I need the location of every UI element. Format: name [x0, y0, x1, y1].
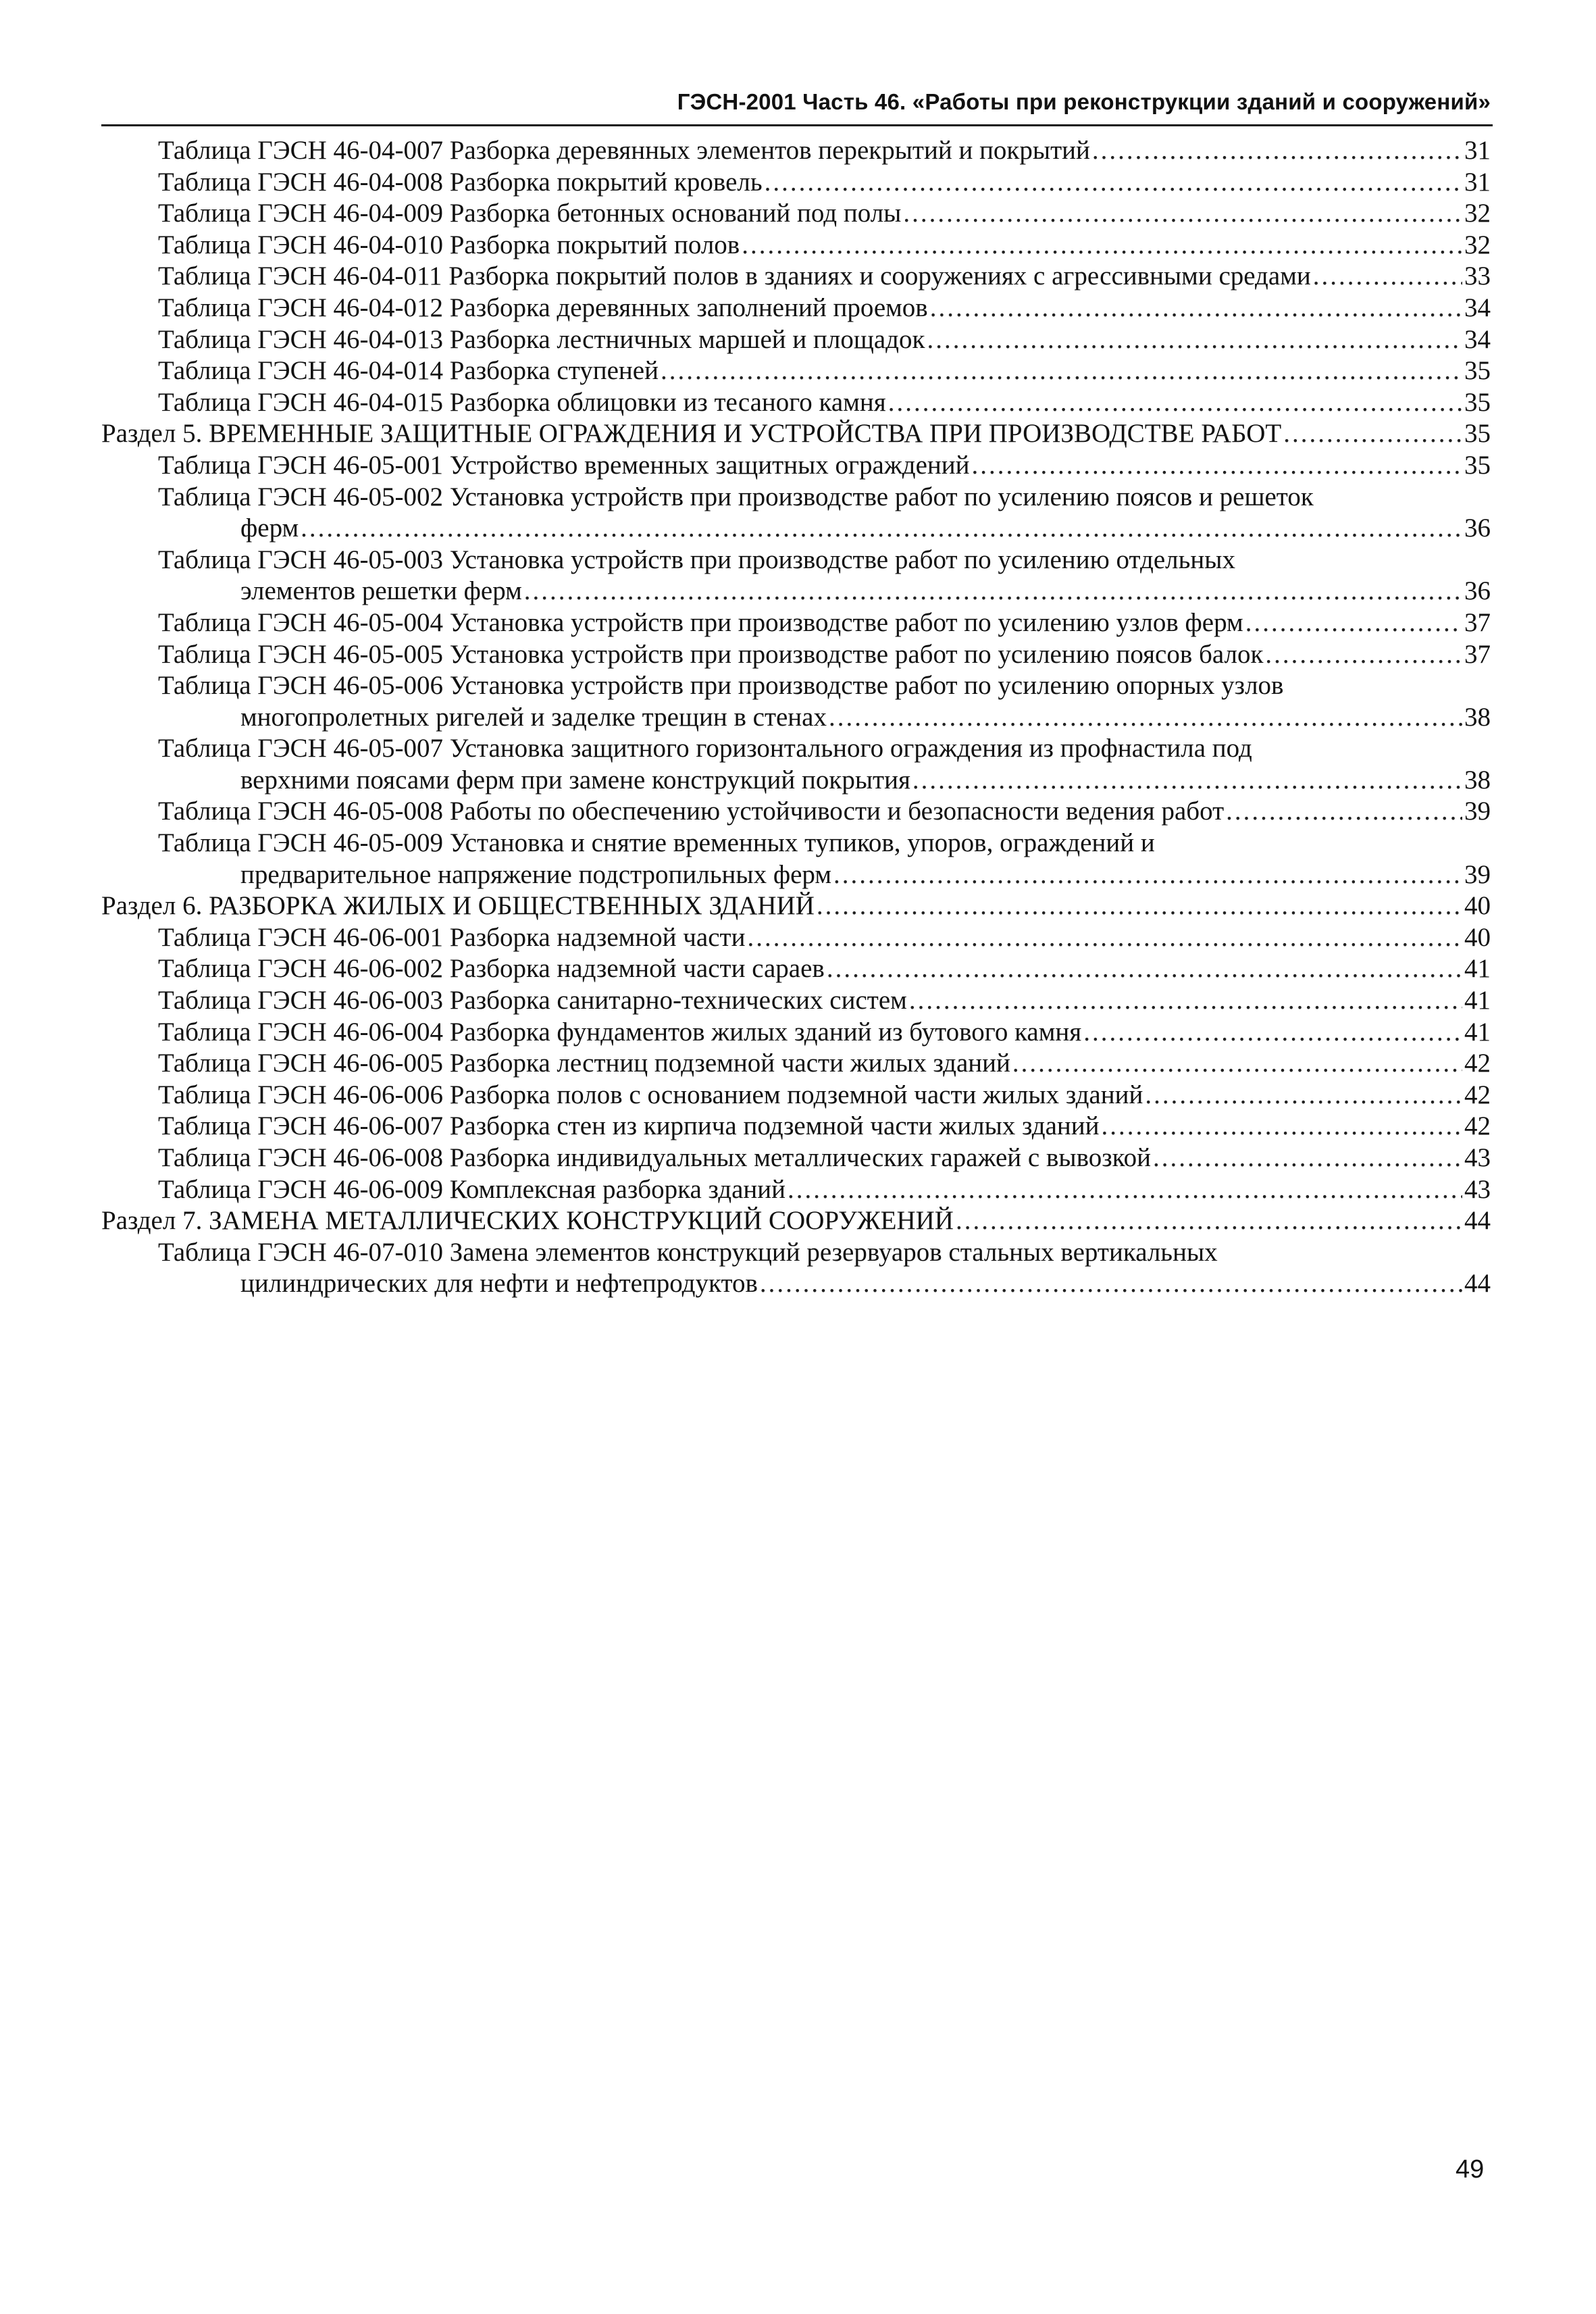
toc-entry [101, 513, 1491, 545]
toc-entry-title: Таблица ГЭСН 46-04-010 Разборка покрытий полов [158, 230, 740, 259]
toc-entry-page: 40 [1464, 891, 1491, 921]
running-header: ГЭСН-2001 Часть 46. «Работы при реконструкции зданий и сооружений» [677, 89, 1491, 114]
toc-entry-page: 31 [1464, 167, 1491, 197]
toc-entry-title: Таблица ГЭСН 46-06-003 Разборка санитарно-технических систем [158, 986, 907, 1015]
toc-entry-page: 34 [1464, 324, 1491, 354]
toc-entry-title: Раздел 6. РАЗБОРКА ЖИЛЫХ И ОБЩЕСТВЕННЫХ ЗДАНИЙ [101, 891, 815, 921]
toc-entry-continuation: элементов решетки ферм [240, 576, 522, 606]
toc-entry-page: 42 [1464, 1111, 1491, 1141]
toc-entry [101, 293, 1491, 324]
toc-entry [101, 576, 1491, 607]
toc-leader [909, 985, 1462, 1017]
toc-entry [101, 1174, 1491, 1206]
toc-leader [1283, 418, 1462, 450]
toc-entry-title: Таблица ГЭСН 46-07-010 Замена элементов конструкций резервуаров стальных вертикальных [158, 1237, 1218, 1267]
toc-section-heading [101, 1205, 1491, 1237]
toc-leader [972, 450, 1462, 482]
toc-leader [765, 167, 1462, 199]
toc-entry-title: Таблица ГЭСН 46-06-005 Разборка лестниц подземной части жилых зданий [158, 1049, 1010, 1078]
toc-entry-page: 35 [1464, 419, 1491, 449]
toc-leader [760, 1268, 1462, 1300]
toc-entry [101, 1268, 1491, 1300]
toc-entry-continuation: многопролетных ригелей и заделке трещин в стенах [240, 702, 827, 732]
toc-entry-page: 37 [1464, 607, 1491, 637]
toc-entry-page: 41 [1464, 1017, 1491, 1047]
toc-leader [661, 355, 1462, 387]
toc-leader [1313, 261, 1462, 293]
toc-entry-title: Таблица ГЭСН 46-06-001 Разборка надземной части [158, 922, 746, 952]
toc-entry-title: Таблица ГЭСН 46-05-007 Установка защитного горизонтального ограждения из профнастила под [158, 734, 1252, 763]
toc-entry-page: 42 [1464, 1080, 1491, 1109]
toc-entry-page: 34 [1464, 293, 1491, 322]
toc-entry-title: Таблица ГЭСН 46-05-009 Установка и снятие временных тупиков, упоров, ограждений и [158, 828, 1155, 858]
toc-entry-title: Таблица ГЭСН 46-04-009 Разборка бетонных оснований под полы [158, 199, 902, 228]
toc-entry [101, 324, 1491, 356]
toc-leader [903, 198, 1462, 230]
toc-leader [1153, 1142, 1462, 1174]
toc-entry-page: 35 [1464, 450, 1491, 480]
toc-entry [101, 859, 1491, 891]
toc-entry [101, 230, 1491, 261]
toc-entry-page: 36 [1464, 513, 1491, 543]
toc-entry-title: Таблица ГЭСН 46-06-002 Разборка надземной части сараев [158, 954, 825, 984]
toc-entry-page: 43 [1464, 1143, 1491, 1172]
toc-leader [927, 324, 1462, 356]
toc-leader [956, 1205, 1462, 1237]
toc-entry [101, 985, 1491, 1017]
toc-leader [742, 230, 1462, 261]
toc-entry [101, 135, 1491, 167]
toc-entry [101, 167, 1491, 199]
toc-entry [101, 953, 1491, 985]
toc-leader [930, 293, 1462, 324]
toc-entry-title: Таблица ГЭСН 46-06-009 Комплексная разборка зданий [158, 1174, 786, 1204]
toc-entry-page: 32 [1464, 230, 1491, 259]
toc-entry-title: Раздел 5. ВРЕМЕННЫЕ ЗАЩИТНЫЕ ОГРАЖДЕНИЯ И УСТРОЙСТВА ПРИ ПРОИЗВОДСТВЕ РАБОТ [101, 419, 1282, 449]
toc-entry-title: Таблица ГЭСН 46-05-004 Установка устройств при производстве работ по усилению узлов ферм [158, 607, 1243, 637]
toc-leader [1226, 796, 1462, 828]
toc-leader [1145, 1080, 1462, 1111]
toc-entry [101, 607, 1491, 639]
toc-entry [101, 450, 1491, 482]
toc-leader [1092, 135, 1462, 167]
toc-leader [888, 387, 1462, 419]
toc-entry-page: 42 [1464, 1049, 1491, 1078]
toc-entry-title: Таблица ГЭСН 46-05-006 Установка устройств при производстве работ по усилению опорных узлов [158, 671, 1284, 701]
toc-entry-title: Раздел 7. ЗАМЕНА МЕТАЛЛИЧЕСКИХ КОНСТРУКЦИЙ СООРУЖЕНИЙ [101, 1206, 954, 1236]
toc-entry [101, 261, 1491, 293]
toc-leader [1012, 1048, 1462, 1080]
toc-entry-page: 32 [1464, 199, 1491, 228]
toc-entry-title: Таблица ГЭСН 46-05-002 Установка устройств при производстве работ по усилению поясов и решеток [158, 482, 1314, 511]
toc-entry [101, 639, 1491, 671]
toc-entry [101, 1111, 1491, 1142]
toc-entry-title: Таблица ГЭСН 46-04-012 Разборка деревянных заполнений проемов [158, 293, 928, 322]
toc-leader [301, 513, 1462, 545]
toc-section-heading [101, 418, 1491, 450]
toc-entry-page: 31 [1464, 136, 1491, 165]
toc-entry-page: 33 [1464, 261, 1491, 291]
toc-entry-title: Таблица ГЭСН 46-06-006 Разборка полов с основанием подземной части жилых зданий [158, 1080, 1143, 1109]
toc-leader [817, 890, 1462, 922]
toc-entry-page: 44 [1464, 1269, 1491, 1299]
toc-leader [1265, 639, 1462, 671]
toc-section-heading [101, 890, 1491, 922]
toc-leader [1083, 1017, 1462, 1049]
toc-entry-page: 35 [1464, 387, 1491, 417]
toc-entry [101, 1048, 1491, 1080]
toc-leader [833, 859, 1462, 891]
toc-entry-title: Таблица ГЭСН 46-04-008 Разборка покрытий кровель [158, 167, 763, 197]
toc-entry-title: Таблица ГЭСН 46-05-005 Установка устройств при производстве работ по усилению поясов балок [158, 639, 1264, 669]
toc-entry [101, 1142, 1491, 1174]
toc-entry-title: Таблица ГЭСН 46-04-014 Разборка ступеней [158, 356, 659, 386]
toc-leader [1102, 1111, 1462, 1142]
toc-leader [912, 765, 1462, 797]
toc-entry-continuation: верхними поясами ферм при замене конструкций покрытия [240, 765, 910, 795]
toc-entry [101, 922, 1491, 954]
toc-entry-title: Таблица ГЭСН 46-04-015 Разборка облицовки из тесаного камня [158, 387, 886, 417]
header-rule [101, 124, 1493, 126]
toc-entry-page: 38 [1464, 702, 1491, 732]
toc-entry-continuation: ферм [240, 513, 299, 543]
toc-leader [524, 576, 1462, 607]
toc-entry-title: Таблица ГЭСН 46-06-007 Разборка стен из кирпича подземной части жилых зданий [158, 1111, 1100, 1141]
page-number: 49 [1456, 2155, 1485, 2184]
toc-entry-title: Таблица ГЭСН 46-04-007 Разборка деревянных элементов перекрытий и покрытий [158, 136, 1090, 165]
toc-leader [829, 702, 1462, 734]
toc-entry-title: Таблица ГЭСН 46-05-003 Установка устройств при производстве работ по усилению отдельных [158, 545, 1235, 574]
toc-entry [101, 387, 1491, 419]
toc-entry-page: 36 [1464, 576, 1491, 606]
toc-leader [1245, 607, 1462, 639]
toc-entry-page: 40 [1464, 922, 1491, 952]
toc-entry [101, 765, 1491, 797]
toc-entry-page: 39 [1464, 859, 1491, 889]
toc-entry-title: Таблица ГЭСН 46-06-008 Разборка индивидуальных металлических гаражей с вывозкой [158, 1143, 1151, 1172]
toc-entry [101, 355, 1491, 387]
toc-entry-page: 38 [1464, 765, 1491, 795]
toc-leader [788, 1174, 1462, 1206]
toc-entry [101, 1080, 1491, 1111]
toc-leader [747, 922, 1462, 954]
toc-entry-page: 43 [1464, 1174, 1491, 1204]
toc-entry-title: Таблица ГЭСН 46-06-004 Разборка фундаментов жилых зданий из бутового камня [158, 1017, 1082, 1047]
toc-entry-title: Таблица ГЭСН 46-04-013 Разборка лестничных маршей и площадок [158, 324, 925, 354]
toc-entry [101, 1017, 1491, 1049]
toc-entry-page: 41 [1464, 986, 1491, 1015]
toc-entry-page: 44 [1464, 1206, 1491, 1236]
toc-entry-title: Таблица ГЭСН 46-04-011 Разборка покрытий полов в зданиях и сооружениях с агрессивными средами [158, 261, 1311, 291]
toc-entry-page: 37 [1464, 639, 1491, 669]
toc-entry [101, 198, 1491, 230]
table-of-contents [101, 135, 1491, 1300]
toc-entry-title: Таблица ГЭСН 46-05-001 Устройство временных защитных ограждений [158, 450, 970, 480]
toc-entry-page: 41 [1464, 954, 1491, 984]
toc-entry-title: Таблица ГЭСН 46-05-008 Работы по обеспечению устойчивости и безопасности ведения работ [158, 797, 1225, 826]
toc-entry [101, 796, 1491, 828]
toc-entry-page: 39 [1464, 797, 1491, 826]
toc-entry-continuation: предварительное напряжение подстропильных ферм [240, 859, 832, 889]
toc-leader [827, 953, 1462, 985]
toc-entry-page: 35 [1464, 356, 1491, 386]
toc-entry [101, 702, 1491, 734]
toc-entry-continuation: цилиндрических для нефти и нефтепродуктов [240, 1269, 758, 1299]
